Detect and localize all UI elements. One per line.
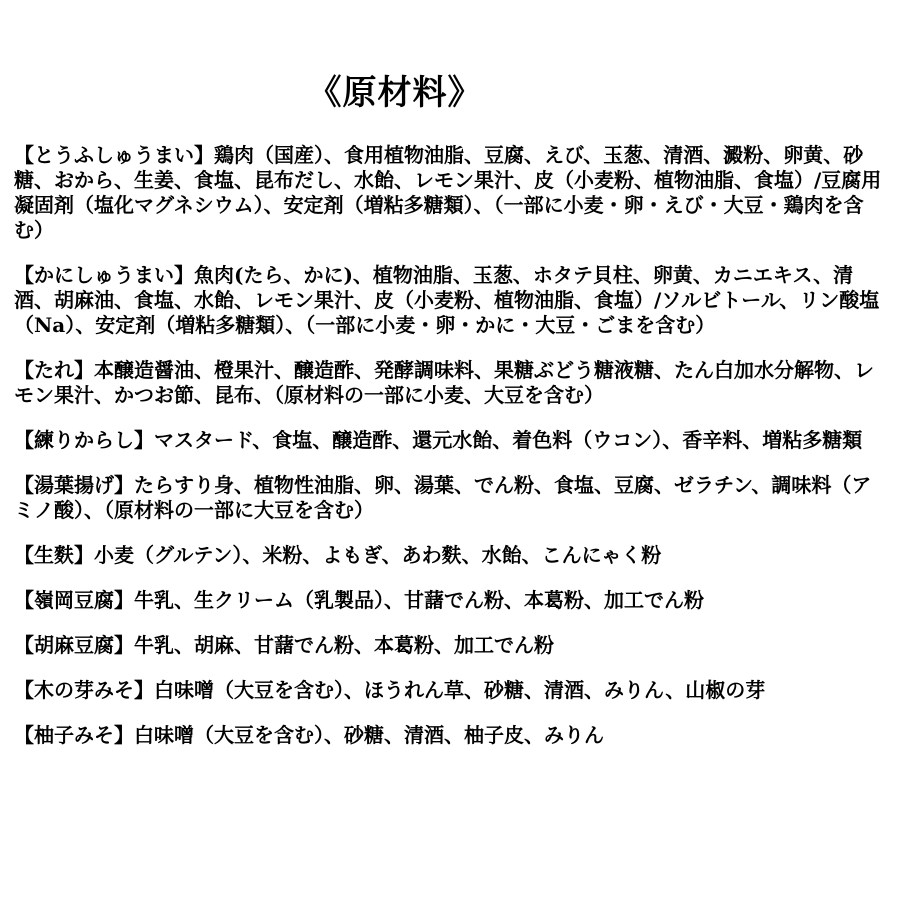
- entry-text: 白味噌（大豆を含む）、ほうれん草、砂糖、清酒、みりん、山椒の芽: [154, 678, 766, 702]
- entry-label: 【かにしゅうまい】: [14, 263, 194, 287]
- entry-label: 【とうふしゅうまい】: [14, 143, 214, 167]
- entry-label: 【柚子みそ】: [14, 723, 134, 747]
- entry-text: 白味噌（大豆を含む）、砂糖、清酒、柚子皮、みりん: [134, 723, 604, 747]
- entry-text: 鶏肉（国産）、食用植物油脂、豆腐、えび、玉葱、清酒、澱粉、卵黄、砂糖、おから、生姜、食塩、昆布だし、水飴、レモン果汁、皮（小麦粉、植物油脂、食塩）/豆腐用凝固剤（塩化マグネシウム）、安定剤（増粘多糖類）、（一部に小麦・卵・えび・大豆・鶏肉を含む）: [14, 143, 882, 242]
- entry-label: 【練りからし】: [14, 428, 154, 452]
- entry-text: たらすり身、植物性油脂、卵、湯葉、でん粉、食塩、豆腐、ゼラチン、調味料（アミノ酸）、（原材料の一部に大豆を含む）: [14, 473, 872, 522]
- page-title: 《原材料》: [307, 73, 483, 113]
- entry-text: 魚肉(たら、かに)、植物油脂、玉葱、ホタテ貝柱、卵黄、カニエキス、清酒、胡麻油、食塩、水飴、レモン果汁、皮（小麦粉、植物油脂、食塩）/ソルビトール、リン酸塩（Na）、安定剤（増粘多糖類）、（一部に小麦・卵・かに・大豆・ごまを含む）: [14, 263, 880, 337]
- entry-label: 【胡麻豆腐】: [14, 633, 134, 657]
- entry-text: 牛乳、胡麻、甘藷でん粉、本葛粉、加工でん粉: [134, 633, 554, 657]
- entry-text: マスタード、食塩、醸造酢、還元水飴、着色料（ウコン）、香辛料、増粘多糖類: [154, 428, 863, 452]
- ingredient-entry-yuba-age: [14, 473, 886, 523]
- entry-text: 本醸造醤油、橙果汁、醸造酢、発酵調味料、果糖ぶどう糖液糖、たん白加水分解物、レモン果汁、かつお節、昆布、（原材料の一部に小麦、大豆を含む）: [14, 358, 874, 407]
- ingredient-entry-tare: [14, 358, 886, 408]
- entry-text: 小麦（グルテン）、米粉、よもぎ、あわ麩、水飴、こんにゃく粉: [94, 543, 662, 567]
- ingredient-entry-kani-shumai: [14, 263, 886, 338]
- ingredient-list: [14, 143, 886, 768]
- ingredient-entry-goma-tofu: [14, 633, 886, 658]
- entry-label: 【嶺岡豆腐】: [14, 588, 134, 612]
- ingredient-entry-tofu-shumai: [14, 143, 886, 243]
- ingredient-entry-kinome-miso: [14, 678, 886, 703]
- ingredient-entry-karashi: [14, 428, 886, 453]
- ingredient-entry-yuzu-miso: [14, 723, 886, 748]
- entry-text: 牛乳、生クリーム（乳製品）、甘藷でん粉、本葛粉、加工でん粉: [134, 588, 704, 612]
- entry-label: 【木の芽みそ】: [14, 678, 154, 702]
- ingredient-entry-mineoka-tofu: [14, 588, 886, 613]
- entry-label: 【生麩】: [14, 543, 94, 567]
- ingredient-entry-namafu: [14, 543, 886, 568]
- entry-label: 【湯葉揚げ】: [14, 473, 134, 497]
- entry-label: 【たれ】: [14, 358, 94, 382]
